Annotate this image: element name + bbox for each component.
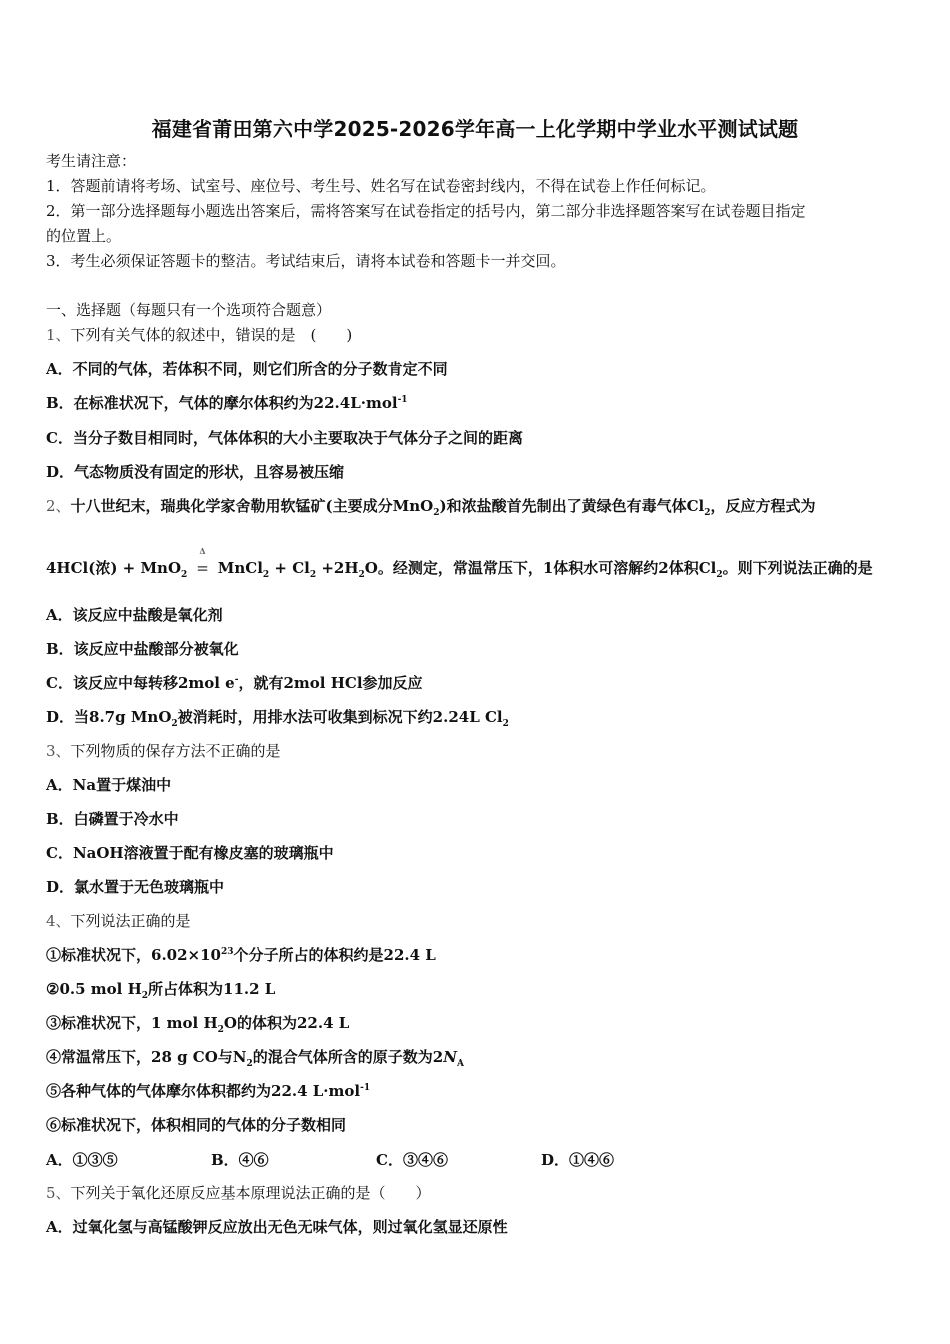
q1-option-b: B．在标准状况下，气体的摩尔体积约为22.4L·mol$^{-1}$ [46, 394, 408, 412]
question-number: 1、 [46, 326, 71, 344]
notice-item-1: 1．答题前请将考场、试室号、座位号、考生号、姓名写在试卷密封线内，不得在试卷上作任何标记。 [46, 177, 716, 195]
notice-item-3: 3．考生必须保证答题卡的整洁。考试结束后，请将本试卷和答题卡一并交回。 [46, 252, 566, 270]
notice-heading: 考生请注意： [46, 152, 137, 170]
q4-option-c: C．③④⑥ [376, 1151, 448, 1169]
q1-option-a: A．不同的气体，若体积不同，则它们所含的分子数肯定不同 [46, 360, 448, 378]
q5-option-a: A．过氧化氢与高锰酸钾反应放出无色无味气体，则过氧化氢显还原性 [46, 1218, 508, 1236]
q2-option-a: A．该反应中盐酸是氧化剂 [46, 606, 223, 624]
notice-item-2: 2．第一部分选择题每小题选出答案后，需将答案写在试卷指定的括号内，第二部分非选择题答案写在试卷题目指定 [46, 202, 806, 220]
question-number: 2、 [46, 497, 71, 515]
q2-equation: 4HCl(浓) + MnO$_2$ Δ = MnCl$_2$ + $Cl_2 +2H_2O$。经测定，常温常压下，1体积水可溶解约2体积$Cl_2$。则下列说法正确的是 [46, 558, 873, 578]
q4-option-d: D．①④⑥ [541, 1151, 615, 1169]
q4-statement-1: ①标准状况下，$6.02\times 10^{23}$个分子所占的体积约是22.4 L [46, 946, 436, 964]
question-2-stem: 2、十八世纪末，瑞典化学家舍勒用软锰矿(主要成分MnO$_2$)和浓盐酸首先制出了黄绿色有毒气体$Cl_2$，反应方程式为 [46, 497, 816, 518]
question-number: 5、 [46, 1184, 71, 1202]
heat-equals-sign: Δ = [193, 558, 213, 578]
q2-option-b: B．该反应中盐酸部分被氧化 [46, 640, 239, 658]
q4-statement-5: ⑤各种气体的气体摩尔体积都约为22.4 L·mol$^{-1}$ [46, 1082, 371, 1100]
exam-title: 福建省莆田第六中学2025-2026学年高一上化学期中学业水平测试试题 [151, 117, 799, 141]
q2-option-c: C．该反应中每转移2mol e-，就有2mol HCl参加反应 [46, 674, 423, 692]
question-number: 4、 [46, 912, 71, 930]
q4-statement-4: ④常温常压下，28 g CO与$N_2$的混合气体所含的原子数为$2N_A$ [46, 1048, 464, 1069]
q3-option-b: B．白磷置于冷水中 [46, 810, 179, 828]
q4-option-a: A．①③⑤ [46, 1151, 118, 1169]
q3-option-a: A．Na置于煤油中 [46, 776, 172, 794]
question-number: 3、 [46, 742, 71, 760]
notice-item-2-cont: 的位置上。 [46, 227, 122, 245]
question-5-stem: 5、下列关于氧化还原反应基本原理说法正确的是（ ） [46, 1184, 431, 1202]
q1-option-d: D．气态物质没有固定的形状，且容易被压缩 [46, 463, 345, 481]
question-1-stem: 1、下列有关气体的叙述中，错误的是 ( ) [46, 326, 353, 344]
question-4-stem: 4、下列说法正确的是 [46, 912, 191, 930]
q4-statement-3: ③标准状况下，1 mol $H_2O$的体积为22.4 L [46, 1014, 350, 1035]
q3-option-d: D．氯水置于无色玻璃瓶中 [46, 878, 225, 896]
q4-option-b: B．④⑥ [211, 1151, 269, 1169]
q3-option-c: C．NaOH溶液置于配有橡皮塞的玻璃瓶中 [46, 844, 334, 862]
q1-option-c: C．当分子数目相同时，气体体积的大小主要取决于气体分子之间的距离 [46, 429, 523, 447]
question-3-stem: 3、下列物质的保存方法不正确的是 [46, 742, 281, 760]
section-heading: 一、选择题（每题只有一个选项符合题意） [46, 301, 332, 319]
delta-icon: Δ [199, 546, 206, 556]
q4-statement-2: ②0.5 mol $H_2$所占体积为11.2 L [46, 980, 276, 1001]
q4-statement-6: ⑥标准状况下，体积相同的气体的分子数相同 [46, 1116, 347, 1134]
q2-option-d: D．当8.7g MnO$_2$被消耗时，用排水法可收集到标况下约2.24L $Cl_2$ [46, 708, 509, 729]
